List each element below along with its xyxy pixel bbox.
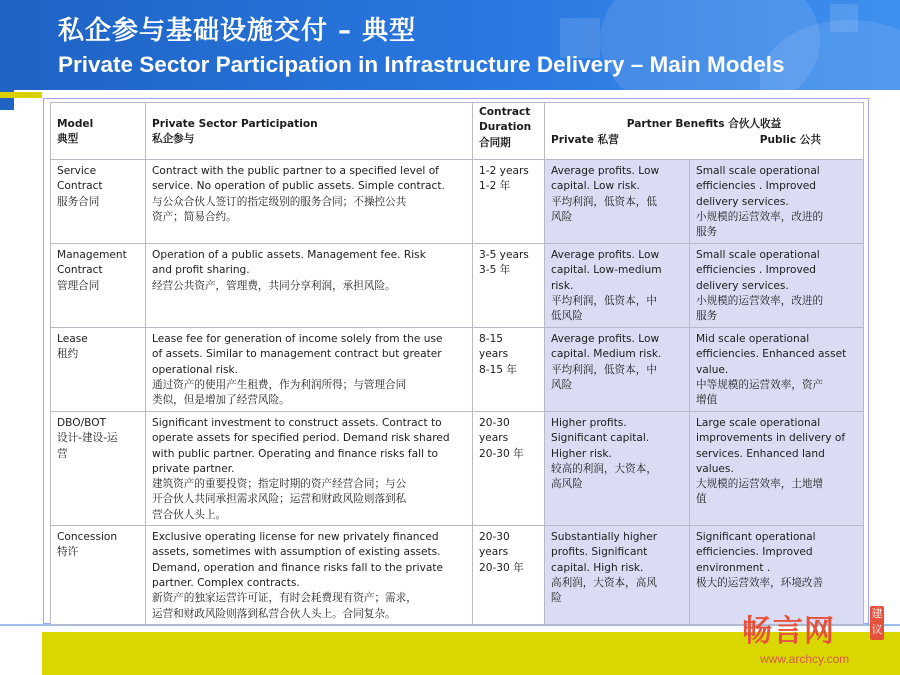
cell-text: 小规模的运营效率，改进的 [696,294,824,307]
cell-duration [473,160,545,244]
cell-text: services. Enhanced land [696,447,825,460]
cell-duration [473,244,545,328]
cell-text: 1-2 years [479,165,529,177]
cell-text: Average profits. Low [551,333,660,345]
cell-text: 服务合同 [57,195,100,208]
cell-text: 小规模的运营效率，改进的 [696,210,824,223]
cell-text: Large scale operational [696,417,821,429]
watermark [742,606,900,671]
cell-participation [146,244,473,328]
table-row [51,244,864,328]
cell-text: 开合伙人共同承担需求风险；运营和财政风险则落到私 [152,493,407,506]
cell-text: 低风险 [551,310,583,323]
cell-text: 服务 [696,310,718,323]
models-table [50,102,864,625]
cell-text: 20-30 年 [479,561,524,574]
decorative-shape [830,4,858,32]
cell-text: 类似，但是增加了经营风险。 [152,394,290,407]
cell-text: Average profits. Low [551,249,660,261]
accent-bar [0,92,42,98]
cell-text: Contract [57,180,103,193]
cell-text: 特许 [57,546,79,559]
cell-model [51,412,146,526]
cell-text: Mid scale operational [696,333,810,345]
cell-text: operate assets for specified period. Demand risk shared [152,432,450,445]
cell-private-benefit [545,160,690,244]
cell-text: 通过资产的使用产生租费，作为利润所得；与管理合同 [152,378,407,391]
cell-public-benefit [690,412,864,526]
cell-text: capital. Low risk. [551,180,640,193]
cell-text: 风险 [551,378,573,391]
cell-private-benefit [545,412,690,526]
cell-text: Exclusive operating license for new privately financed [152,531,439,544]
watermark-badge: 建 议 [870,606,884,640]
cell-text: improvements in delivery of [696,432,846,445]
header-duration [473,103,545,160]
cell-model [51,526,146,625]
cell-duration [473,328,545,412]
cell-text: years [479,348,509,361]
cell-text: efficiencies. Improved [696,546,813,559]
table-row [51,412,864,526]
watermark-logo: 畅言网 [742,614,835,649]
cell-text: delivery services. [696,279,789,292]
cell-text: 高风险 [551,478,583,491]
header-participation-en: Private Sector Participation [152,118,318,130]
header-participation-cn: 私企参与 [152,133,195,146]
header-benefits-sub [551,133,857,148]
cell-model [51,328,146,412]
cell-text: value. [696,363,729,376]
cell-text: 大规模的运营效率，土地增 [696,478,824,491]
cell-text: delivery services. [696,195,789,208]
cell-text: 3-5 years [479,249,529,261]
cell-duration [473,526,545,625]
cell-text: operational risk. [152,363,238,376]
cell-text: 险 [551,592,562,605]
cell-text: 营 [57,447,68,460]
cell-text: 20-30 [479,531,510,544]
cell-text: Contract with the public partner to a specified level of [152,165,439,177]
cell-text: profits. Significant [551,546,648,559]
models-table-frame [43,98,869,624]
header-model-en: Model [57,118,94,130]
cell-text: 营合伙人头上。 [152,508,227,521]
cell-text: 3-5 年 [479,264,511,277]
cell-text: Significant investment to construct assets. Contract to [152,417,442,429]
cell-text: 高利润，大资本，高风 [551,576,657,589]
cell-text: Contract [57,264,103,277]
cell-text: 平均利润，低资本，中 [551,363,657,376]
cell-text: 服务 [696,226,718,239]
cell-text: Small scale operational [696,165,820,177]
cell-model [51,244,146,328]
cell-private-benefit [545,526,690,625]
cell-duration [473,412,545,526]
cell-text: years [479,432,509,445]
cell-text: Management [57,249,127,261]
cell-text: Lease fee for generation of income solely from the use [152,333,443,345]
cell-text: 设计-建设-运 [57,432,118,445]
cell-text: 租约 [57,348,79,361]
cell-text: Service [57,165,97,177]
cell-text: 经营公共资产，管理费，共同分享利润，承担风险。 [152,279,396,292]
cell-text: 建筑资产的重要投资；指定时期的资产经营合同；与公 [152,478,407,491]
cell-text: values. [696,462,734,475]
cell-text: 资产；简易合约。 [152,210,237,223]
cell-public-benefit [690,328,864,412]
cell-text: Average profits. Low [551,165,660,177]
header-duration-line2: Duration [479,121,532,134]
cell-text: environment . [696,561,771,574]
cell-private-benefit [545,328,690,412]
cell-text: Lease [57,333,88,345]
cell-text: Substantially higher [551,531,658,544]
cell-text: private partner. [152,462,235,475]
cell-text: with public partner. Operating and finance risks fall to [152,447,439,460]
cell-text: 8-15 年 [479,363,518,376]
header-public: Public 公共 [759,134,821,147]
cell-text: 值 [696,493,707,506]
table-body [51,160,864,625]
cell-participation [146,160,473,244]
cell-model [51,160,146,244]
cell-text: assets, sometimes with assumption of existing assets. [152,546,441,559]
cell-text: capital. High risk. [551,561,644,574]
cell-text: efficiencies. Enhanced asset [696,348,847,361]
cell-text: service. No operation of public assets. Simple contract. [152,180,445,193]
cell-participation [146,526,473,625]
cell-text: years [479,546,509,559]
cell-text: 1-2 年 [479,180,511,193]
cell-participation [146,412,473,526]
watermark-url: www.archcy.com [760,652,850,666]
cell-text: Operation of a public assets. Management fee. Risk [152,249,426,261]
cell-text: Concession [57,531,118,544]
slide-title-en: Private Sector Participation in Infrastructure Delivery – Main Models [58,52,785,77]
cell-participation [146,328,473,412]
cell-text: 较高的利润，大资本， [551,462,657,475]
cell-text: Significant capital. [551,432,650,445]
cell-text: 管理合同 [57,279,100,292]
cell-text: 与公众合伙人签订的指定级别的服务合同；不操控公共 [152,195,407,208]
cell-text: 新资产的独家运营许可证，有时会耗费现有资产；需求， [152,592,417,605]
cell-text: Higher profits. [551,417,627,429]
slide-title-cn: 私企参与基础设施交付 – 典型 [58,16,417,46]
cell-text: DBO/BOT [57,417,107,429]
cell-text: 平均利润，低资本，低 [551,195,657,208]
cell-text: Significant operational [696,531,816,544]
cell-text: Demand, operation and finance risks fall to the private [152,561,444,574]
cell-text: 平均利润，低资本，中 [551,294,657,307]
cell-text: and profit sharing. [152,264,250,277]
cell-text: 8-15 [479,333,504,345]
cell-text: Small scale operational [696,249,820,261]
cell-text: of assets. Similar to management contract but greater [152,348,442,361]
cell-text: 20-30 年 [479,447,524,460]
cell-text: capital. Low-medium [551,264,662,277]
cell-text: 增值 [696,394,718,407]
cell-text: 中等规模的运营效率，资产 [696,378,824,391]
table-row [51,160,864,244]
cell-text: 运营和财政风险则落到私营合伙人头上。合同复杂。 [152,607,396,620]
cell-text: capital. Medium risk. [551,348,662,361]
cell-text: efficiencies . Improved [696,180,816,193]
header-duration-cn: 合同期 [479,136,511,149]
cell-text: partner. Complex contracts. [152,576,300,589]
cell-text: efficiencies . Improved [696,264,816,277]
header-participation [146,103,473,160]
cell-public-benefit [690,160,864,244]
header-model-cn: 典型 [57,133,79,146]
cell-private-benefit [545,244,690,328]
table-row [51,328,864,412]
header-benefits-title: Partner Benefits 合伙人收益 [626,118,782,130]
slide-header [0,0,900,90]
header-private: Private 私营 [551,134,619,147]
cell-public-benefit [690,244,864,328]
cell-text: risk. [551,279,574,292]
header-model [51,103,146,160]
cell-text: Higher risk. [551,447,612,460]
table-header-row [51,103,864,160]
cell-text: 极大的运营效率，环境改善 [696,576,824,589]
cell-text: 20-30 [479,417,510,429]
cell-text: 风险 [551,210,573,223]
header-benefits [545,103,864,160]
header-duration-line1: Contract [479,106,531,118]
